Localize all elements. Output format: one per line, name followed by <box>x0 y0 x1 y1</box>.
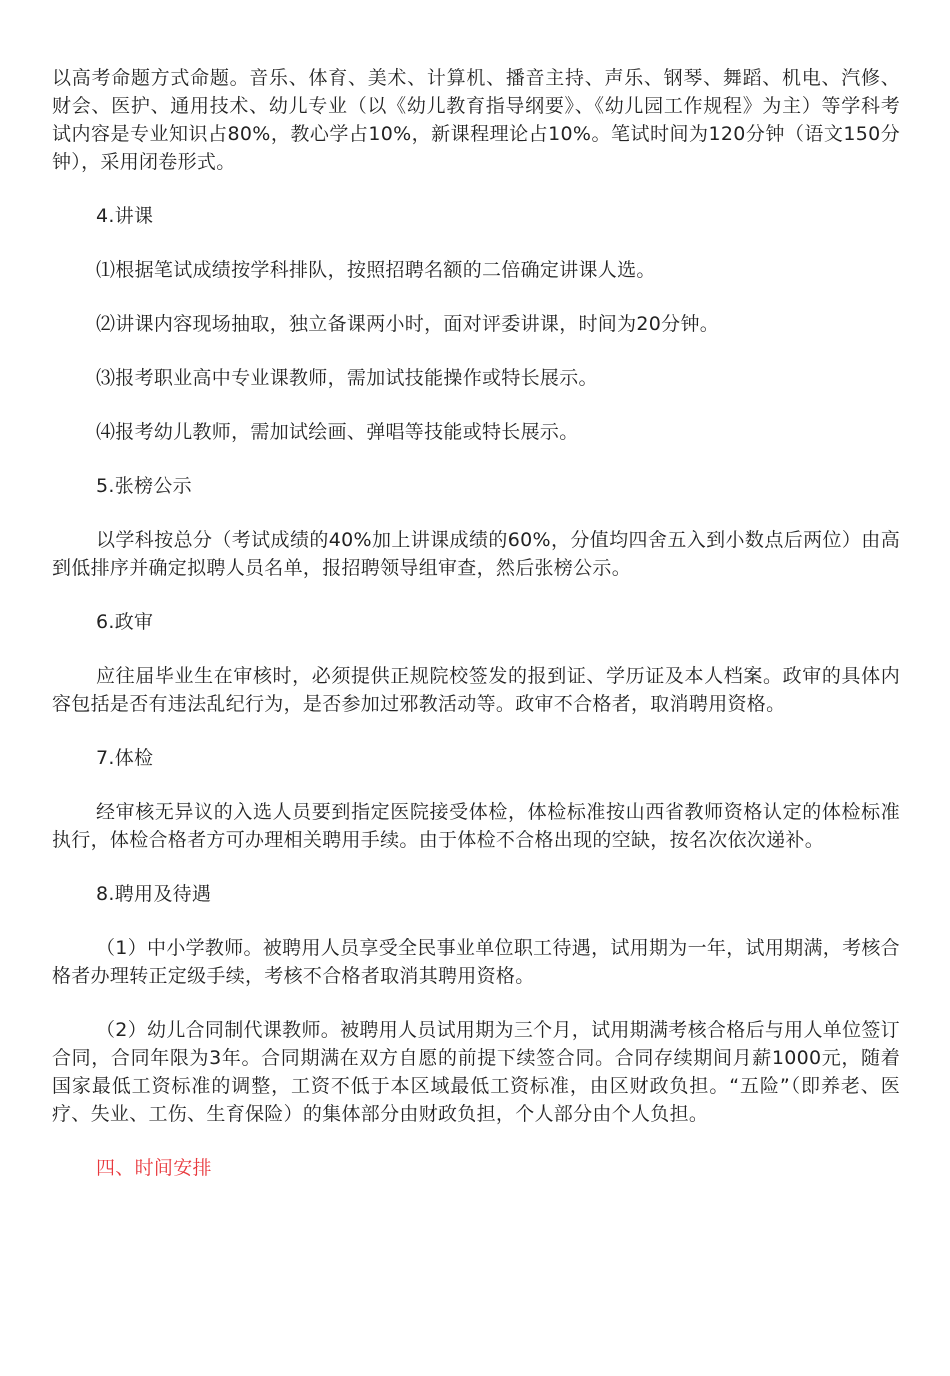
heading-public-notice: 5.张榜公示 <box>96 475 192 497</box>
heading-employment: 8.聘用及待遇 <box>96 883 212 905</box>
exam-format-paragraph: 以高考命题方式命题。音乐、体育、美术、计算机、播音主持、声乐、钢琴、舞蹈、机电、汽修、财会、医护、通用技术、幼儿专业（以《幼儿教育指导纲要》、《幼儿园工作规程》为主）等学科考试内容是专业知识占80%，教心学占10%，新课程理论占10%。笔试时间为120分钟（语文150分钟），采用闭卷形式。 <box>52 67 900 173</box>
lecture-item-4: ⑷报考幼儿教师，需加试绘画、弹唱等技能或特长展示。 <box>96 421 579 443</box>
heading-lecture: 4.讲课 <box>96 205 154 227</box>
employment-item-2: （2）幼儿合同制代课教师。被聘用人员试用期为三个月，试用期满考核合格后与用人单位签订合同，合同年限为3年。合同期满在双方自愿的前提下续签合同。合同存续期间月薪1000元，随着国家最低工资标准的调整，工资不低于本区域最低工资标准，由区财政负担。“五险”（即养老、医疗、失业、工伤、生育保险）的集体部分由财政负担，个人部分由个人负担。 <box>52 1019 900 1125</box>
lecture-item-1: ⑴根据笔试成绩按学科排队，按照招聘名额的二倍确定讲课人选。 <box>96 259 656 281</box>
political-review-paragraph: 应往届毕业生在审核时，必须提供正规院校签发的报到证、学历证及本人档案。政审的具体内容包括是否有违法乱纪行为，是否参加过邪教活动等。政审不合格者，取消聘用资格。 <box>52 665 900 715</box>
section-heading-schedule: 四、时间安排 <box>96 1157 212 1179</box>
lecture-item-2: ⑵讲课内容现场抽取，独立备课两小时，面对评委讲课，时间为20分钟。 <box>96 313 720 335</box>
lecture-item-3: ⑶报考职业高中专业课教师，需加试技能操作或特长展示。 <box>96 367 598 389</box>
heading-physical-exam: 7.体检 <box>96 747 154 769</box>
document-body <box>52 64 900 1182</box>
heading-political-review: 6.政审 <box>96 611 154 633</box>
physical-exam-paragraph: 经审核无异议的入选人员要到指定医院接受体检，体检标准按山西省教师资格认定的体检标准执行，体检合格者方可办理相关聘用手续。由于体检不合格出现的空缺，按名次依次递补。 <box>52 801 900 851</box>
employment-item-1: （1）中小学教师。被聘用人员享受全民事业单位职工待遇，试用期为一年，试用期满，考核合格者办理转正定级手续，考核不合格者取消其聘用资格。 <box>52 937 900 987</box>
public-notice-paragraph: 以学科按总分（考试成绩的40%加上讲课成绩的60%，分值均四舍五入到小数点后两位）由高到低排序并确定拟聘人员名单，报招聘领导组审查，然后张榜公示。 <box>52 529 900 579</box>
